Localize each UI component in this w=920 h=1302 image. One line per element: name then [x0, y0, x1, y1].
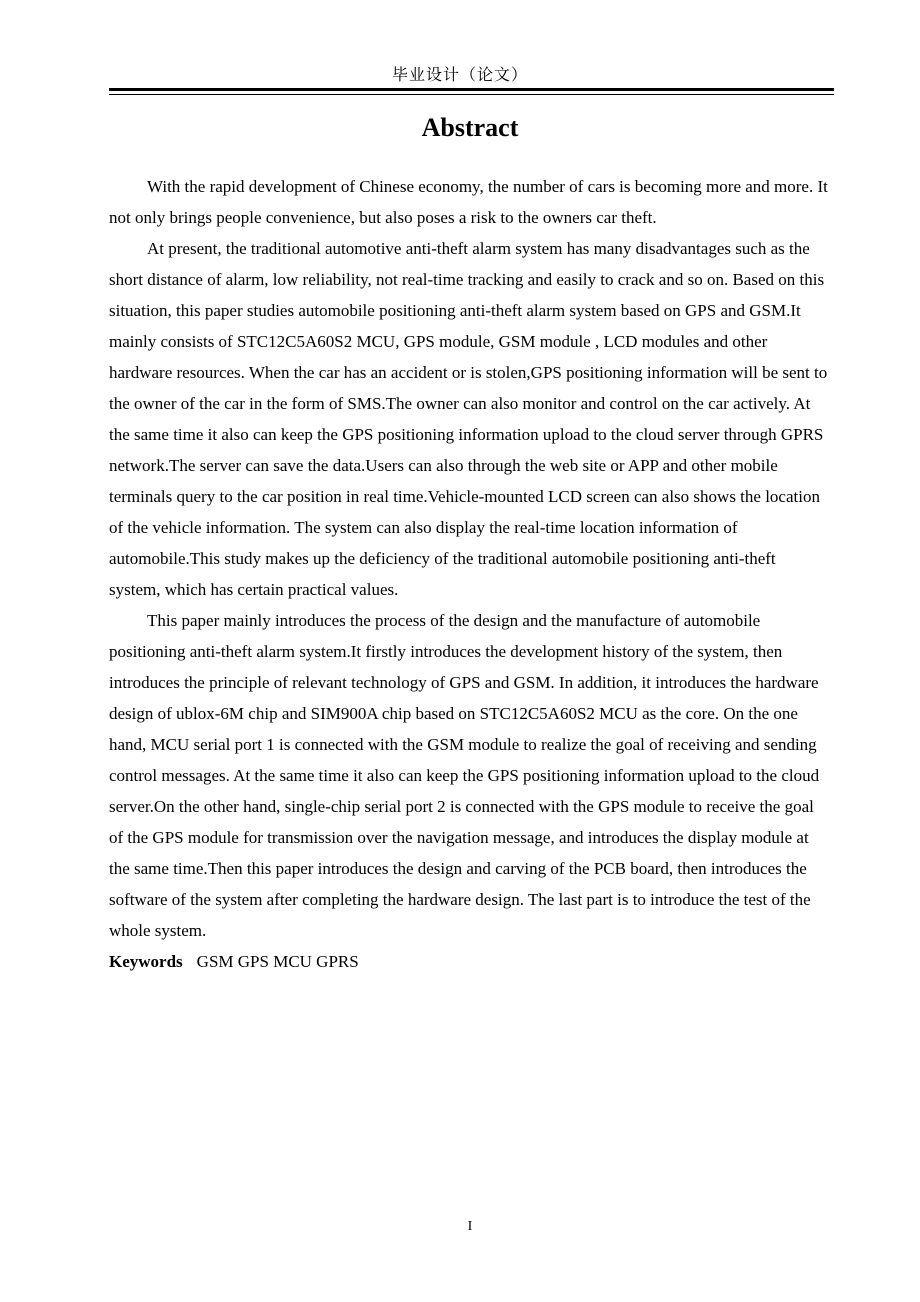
page-number: I — [467, 1219, 473, 1234]
keywords-label: Keywords — [109, 952, 183, 971]
running-header: 毕业设计（论文） — [391, 65, 528, 84]
abstract-paragraph-1: With the rapid development of Chinese economy, the number of cars is becoming more and more. It not only brings people convenience, but also poses a risk to the owners car theft. — [109, 177, 828, 227]
keywords-line — [109, 946, 831, 977]
header-rule-thin — [109, 94, 834, 95]
page-title: Abstract — [421, 113, 519, 142]
header-rule-thick — [109, 88, 834, 91]
abstract-body — [109, 171, 831, 977]
abstract-paragraph-2: At present, the traditional automotive anti-theft alarm system has many disadvantages such as the short distance of alarm, low reliability, not real-time tracking and easily to crack and so on. Based on this situation, this paper studies automobile positioning anti-theft alarm system based on GPS and GSM.It mainly consists of STC12C5A60S2 MCU, GPS module, GSM module , LCD modules and other hardware resources. When the car has an accident or is stolen,GPS positioning information will be sent to the owner of the car in the form of SMS.The owner can also monitor and control on the car actively. At the same time it also can keep the GPS positioning information upload to the cloud server through GPRS network.The server can save the data.Users can also through the web site or APP and other mobile terminals query to the car position in real time.Vehicle-mounted LCD screen can also shows the location of the vehicle information. The system can also display the real-time location information of automobile.This study makes up the deficiency of the traditional automobile positioning anti-theft system, which has certain practical values. — [109, 239, 828, 599]
abstract-paragraph-3: This paper mainly introduces the process of the design and the manufacture of automobile positioning anti-theft alarm system.It firstly introduces the development history of the system, then introduces the principle of relevant technology of GPS and GSM. In addition, it introduces the hardware design of ublox-6M chip and SIM900A chip based on STC12C5A60S2 MCU as the core. On the one hand, MCU serial port 1 is connected with the GSM module to realize the goal of receiving and sending control messages. At the same time it also can keep the GPS positioning information upload to the cloud server.On the other hand, single-chip serial port 2 is connected with the GPS module to receive the goal of the GPS module for transmission over the navigation message, and introduces the display module at the same time.Then this paper introduces the design and carving of the PCB board, then introduces the software of the system after completing the hardware design. The last part is to introduce the test of the whole system. — [109, 611, 820, 940]
keywords-value: GSM GPS MCU GPRS — [196, 952, 359, 971]
